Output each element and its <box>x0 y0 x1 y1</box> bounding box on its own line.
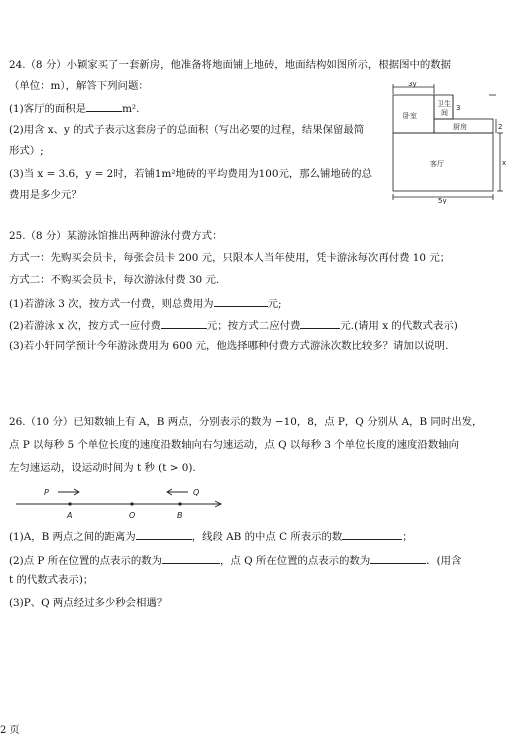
answer-blank <box>161 319 207 329</box>
q25-part3: (3)若小轩同学预计今年游泳费用为 600 元，他选择哪种付费方式游泳次数比较多？请加以说明. <box>9 340 449 352</box>
dim-label-5y: 5y <box>438 197 447 204</box>
q25-option2: 方式二：不购买会员卡，每次游泳付费 30 元. <box>9 274 220 286</box>
q26-stem-line1: 26.（10 分）已知数轴上有 A，B 两点，分别表示的数为 −10，8，点 P，Q 分别从 A，B 同时出发， <box>9 416 483 428</box>
q26-part1-b: ，线段 AB 的中点 C 所表示的数 <box>191 531 343 543</box>
dim-label-3: 3 <box>456 104 461 112</box>
room-bathroom-line1: 卫生 <box>437 100 451 108</box>
answer-blank <box>136 530 192 540</box>
room-bedroom: 卧室 <box>403 112 417 120</box>
q24-part1-text: (1)客厅的面积是 <box>9 103 87 115</box>
room-kitchen: 厨房 <box>453 123 467 131</box>
q26-part3: (3)P、Q 两点经过多少秒会相遇？ <box>9 597 168 609</box>
q26-part2-a: (2)点 P 所在位置的点表示的数为 <box>9 555 163 567</box>
q24-stem-line2: （单位：m），解答下列问题： <box>9 80 149 92</box>
q25-part2 <box>9 319 458 331</box>
q26-part2-b: ，点 Q 所在位置的点表示的数为 <box>220 555 371 567</box>
q24-stem-line1: 24.（8 分）小颖家买了一套新房，他准备将地面铺上地砖，地面结构如图所示，根据图中的数据 <box>9 59 452 71</box>
q24-part2-line1: (2)用含 x、y 的式子表示这套房子的总面积（写出必要的过程，结果保留最简 <box>9 124 365 136</box>
point-label-A: A <box>67 511 73 520</box>
point-label-P: P <box>44 488 49 497</box>
q25-part1 <box>9 297 281 309</box>
point-label-B: B <box>177 511 183 520</box>
page-number: 2 页 <box>0 725 20 736</box>
q26-part1 <box>9 530 413 542</box>
q26-part2-line2: t 的代数式表示)； <box>9 574 94 586</box>
room-living: 客厅 <box>430 160 444 168</box>
point-label-Q: Q <box>193 488 200 497</box>
answer-blank <box>342 530 402 540</box>
q26-part2-c: ．(用含 <box>426 555 462 567</box>
answer-blank <box>162 554 220 564</box>
dim-label-x: x <box>502 159 506 167</box>
q26-stem-line2: 点 P 以每秒 5 个单位长度的速度沿数轴向右匀速运动，点 Q 以每秒 3 个单位长度的速度沿数轴向 <box>9 439 459 451</box>
q25-part2-a: (2)若游泳 x 次，按方式一应付费 <box>9 320 161 332</box>
room-bathroom-line2: 间 <box>441 109 448 117</box>
q25-part2-b: 元；按方式二应付费 <box>206 320 301 332</box>
dim-label-2: 2 <box>498 123 503 131</box>
q25-part1-text: (1)若游泳 3 次，按方式一付费，则总费用为 <box>9 298 214 310</box>
q26-part1-a: (1)A，B 两点之间的距离为 <box>9 531 136 543</box>
q24-part2-line2: 形式）; <box>9 145 44 157</box>
q26-stem-line3: 左匀速运动，设运动时间为 t 秒 (t > 0). <box>9 462 196 474</box>
number-line-figure <box>10 482 230 524</box>
answer-blank <box>300 319 340 329</box>
answer-blank <box>86 102 122 112</box>
q24-part3-line2: 费用是多少元？ <box>9 189 82 201</box>
q25-part1-unit: 元; <box>267 298 282 310</box>
answer-blank <box>370 554 426 564</box>
q25-part2-c: 元.(请用 x 的代数式表示) <box>340 320 458 332</box>
q25-option1: 方式一：先购买会员卡，每张会员卡 200 元，只限本人当年使用，凭卡游泳每次再付费 10 元； <box>9 252 451 264</box>
q24-part1 <box>9 102 139 114</box>
floor-plan-figure <box>388 82 506 204</box>
q26-part1-c: ； <box>402 531 413 543</box>
q24-part3-line1: (3)当 x = 3.6，y = 2时，若铺1m²地砖的平均费用为100元，那么铺地砖的总 <box>9 168 372 180</box>
q25-stem-line1: 25.（8 分）某游泳馆推出两种游泳付费方式： <box>9 230 223 242</box>
q26-part2-line1 <box>9 554 461 566</box>
answer-blank <box>214 297 268 307</box>
q24-part1-unit: m². <box>122 103 140 115</box>
dim-label-3y: 3y <box>408 82 417 88</box>
point-label-O: O <box>129 511 136 520</box>
